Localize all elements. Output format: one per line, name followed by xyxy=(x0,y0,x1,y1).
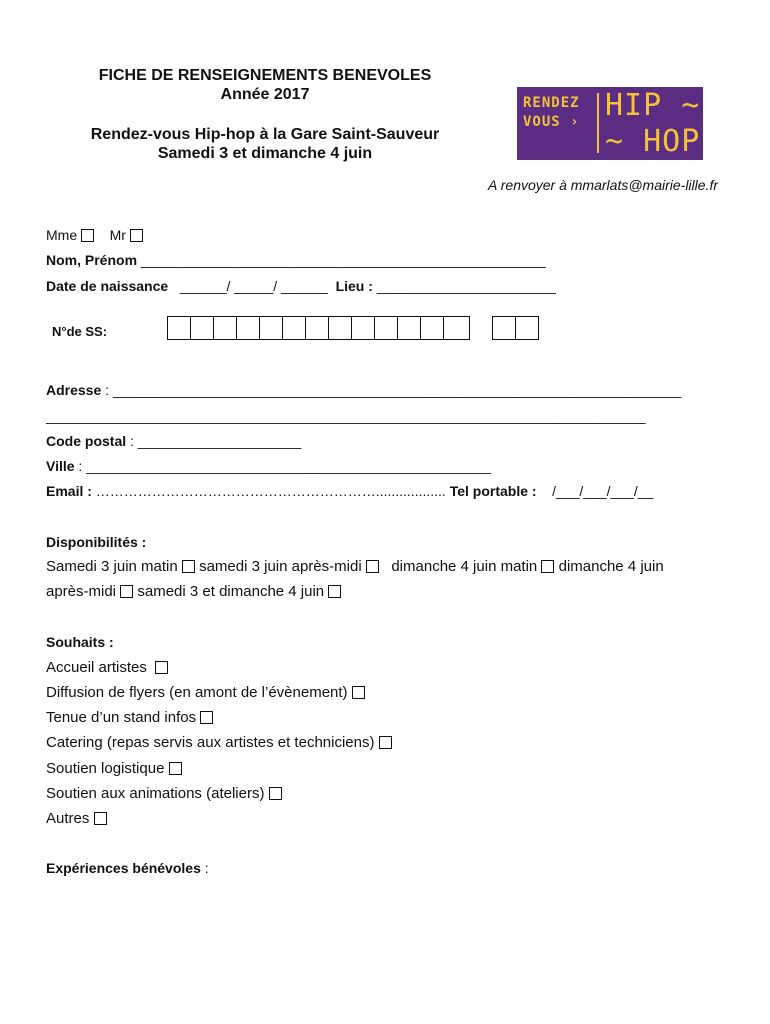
postal-code-field[interactable]: : _____________________ xyxy=(126,433,302,449)
ss-label: N°de SS: xyxy=(52,324,108,339)
name-field[interactable]: ____________________________________________________ xyxy=(140,252,546,268)
form-title: FICHE DE RENSEIGNEMENTS BENEVOLES xyxy=(98,67,432,84)
availability-row-2 xyxy=(46,583,341,600)
email-field[interactable]: …………………………………………………….................. xyxy=(91,483,446,499)
wish-label: Tenue d’un stand infos xyxy=(46,709,197,726)
form-year: Année 2017 xyxy=(220,86,310,103)
wish-label: Catering (repas servis aux artistes et techniciens) xyxy=(46,734,375,751)
wish-item xyxy=(46,709,213,726)
experience-row: Expériences bénévoles : xyxy=(46,860,209,876)
postal-row xyxy=(46,433,301,449)
email-label: Email : xyxy=(46,483,92,499)
city-row xyxy=(46,458,491,474)
wish-flyers-checkbox[interactable] xyxy=(352,686,365,699)
experience-heading: Expériences bénévoles xyxy=(46,860,201,876)
ss-digit-cell[interactable] xyxy=(444,317,467,339)
availability-both-days-label: samedi 3 et dimanche 4 juin xyxy=(137,583,325,600)
mr-label: Mr xyxy=(109,227,126,243)
availability-sat-morning-label: Samedi 3 juin matin xyxy=(46,558,178,575)
ss-key-cell[interactable] xyxy=(493,317,516,339)
address-field-1[interactable]: _________________________________________________________________________ xyxy=(112,382,682,398)
ss-digit-cell[interactable] xyxy=(306,317,329,339)
wish-label: Soutien aux animations (ateliers) xyxy=(46,785,265,802)
form-title-block xyxy=(40,66,490,104)
wish-item xyxy=(46,760,182,777)
ss-digit-cell[interactable] xyxy=(352,317,375,339)
ss-digit-cell[interactable] xyxy=(260,317,283,339)
ss-digit-cell[interactable] xyxy=(329,317,352,339)
wish-label: Diffusion de flyers (en amont de l’évènement) xyxy=(46,684,348,701)
city-field[interactable]: : ____________________________________________________ xyxy=(74,458,492,474)
availability-heading: Disponibilités : xyxy=(46,534,147,550)
mr-checkbox[interactable] xyxy=(130,229,143,242)
ss-digit-cell[interactable] xyxy=(168,317,191,339)
wish-other-checkbox[interactable] xyxy=(94,812,107,825)
availability-sun-afternoon-label-cont: après-midi xyxy=(46,583,117,600)
wish-label: Accueil artistes xyxy=(46,659,147,676)
name-row xyxy=(46,252,546,268)
event-block xyxy=(40,125,490,163)
birthdate-field[interactable]: ______/ _____/ ______ xyxy=(179,278,328,294)
mme-checkbox[interactable] xyxy=(81,229,94,242)
postal-code-label: Code postal xyxy=(46,433,127,449)
event-title: Rendez-vous Hip-hop à la Gare Saint-Sauveur xyxy=(90,126,440,143)
address-label: Adresse xyxy=(46,382,102,398)
wish-item xyxy=(46,659,168,676)
wish-logistics-checkbox[interactable] xyxy=(169,762,182,775)
wish-stand-checkbox[interactable] xyxy=(200,711,213,724)
wish-label: Autres xyxy=(46,810,90,827)
address-field-2[interactable]: _____________________________________________________________________________ xyxy=(46,408,646,424)
ss-digit-cell[interactable] xyxy=(237,317,260,339)
logo-divider xyxy=(597,93,599,153)
birthplace-field[interactable]: _______________________ xyxy=(376,278,556,294)
availability-sun-afternoon-checkbox[interactable] xyxy=(120,585,133,598)
wish-item xyxy=(46,684,365,701)
availability-sun-morning-label: dimanche 4 juin matin xyxy=(391,558,538,575)
rendez-vous-hip-hop-logo xyxy=(517,87,703,160)
phone-label: Tel portable : xyxy=(449,483,537,499)
wish-label: Soutien logistique xyxy=(46,760,165,777)
ss-digit-cell[interactable] xyxy=(283,317,306,339)
event-dates: Samedi 3 et dimanche 4 juin xyxy=(157,145,373,162)
address-row: Adresse : _________________________________________________________________________ xyxy=(46,382,682,398)
ss-digit-cell[interactable] xyxy=(398,317,421,339)
availability-sun-morning-checkbox[interactable] xyxy=(541,560,554,573)
wish-item xyxy=(46,734,392,751)
availability-sat-afternoon-checkbox[interactable] xyxy=(366,560,379,573)
availability-sun-afternoon-label: dimanche 4 juin xyxy=(558,558,664,575)
wish-workshops-checkbox[interactable] xyxy=(269,787,282,800)
phone-field[interactable]: /___/___/___/__ xyxy=(552,483,654,499)
birthplace-label: Lieu : xyxy=(335,278,373,294)
name-label: Nom, Prénom xyxy=(46,252,138,268)
wish-item xyxy=(46,785,282,802)
wishes-heading: Souhaits : xyxy=(46,634,114,650)
ss-key-cell[interactable] xyxy=(516,317,538,339)
availability-both-days-checkbox[interactable] xyxy=(328,585,341,598)
ss-digit-cell[interactable] xyxy=(191,317,214,339)
ss-key-grid[interactable] xyxy=(492,316,539,340)
wish-item xyxy=(46,810,107,827)
availability-row-1 xyxy=(46,558,664,575)
availability-sat-afternoon-label: samedi 3 juin après-midi xyxy=(199,558,362,575)
wish-catering-checkbox[interactable] xyxy=(379,736,392,749)
ss-number-grid[interactable] xyxy=(167,316,470,340)
contact-row xyxy=(46,483,653,499)
logo-left-text: RENDEZ VOUS › xyxy=(523,95,580,130)
civility-row xyxy=(46,227,143,243)
return-address-note: A renvoyer à mmarlats@mairie-lille.fr xyxy=(488,177,718,193)
ss-digit-cell[interactable] xyxy=(375,317,398,339)
ss-digit-cell[interactable] xyxy=(421,317,444,339)
ss-digit-cell[interactable] xyxy=(214,317,237,339)
city-label: Ville xyxy=(46,458,75,474)
birthdate-label: Date de naissance xyxy=(46,278,169,294)
availability-sat-morning-checkbox[interactable] xyxy=(182,560,195,573)
wish-artists-checkbox[interactable] xyxy=(155,661,168,674)
logo-right-text: HIP ~ ~ HOP xyxy=(605,88,701,159)
birth-row xyxy=(46,278,556,294)
mme-label: Mme xyxy=(46,227,78,243)
